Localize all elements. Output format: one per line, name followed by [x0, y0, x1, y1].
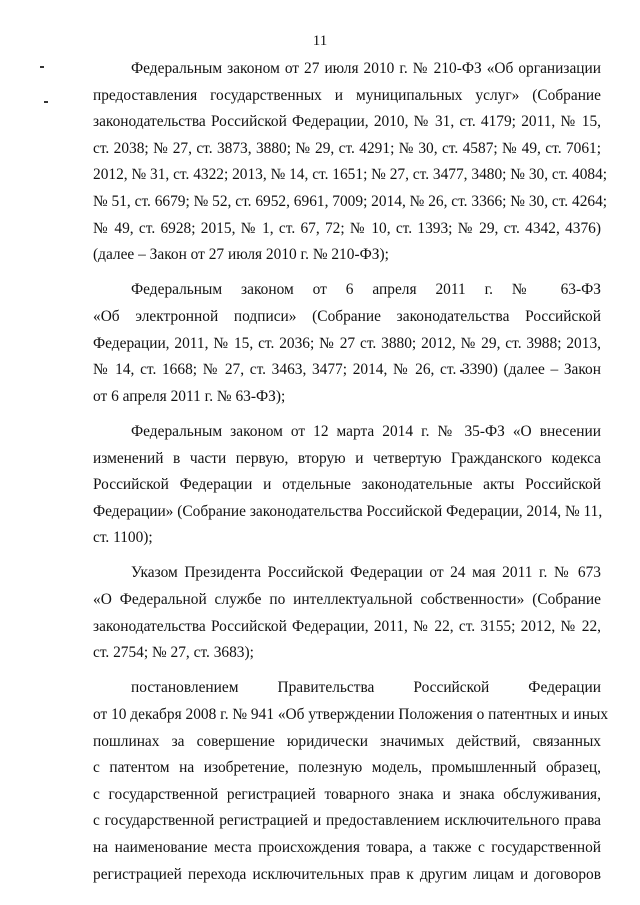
- text-line: законодательства Российской Федерации, 2010, № 31, ст. 4179; 2011, № 15,: [93, 113, 601, 131]
- document-body: [93, 56, 609, 897]
- paragraph-law-35fz: [93, 419, 601, 552]
- text-line: постановлением Правительства Российской Федерации: [131, 679, 601, 697]
- text-line: от 10 декабря 2008 г. № 941 «Об утверждении Положения о патентных и иных: [93, 706, 609, 724]
- text-line: с государственной регистрацией и предоставлением исключительного права: [93, 812, 601, 830]
- scan-speck: [40, 66, 44, 68]
- text-line: № 14, ст. 1668; № 27, ст. 3463, 3477; 2014, № 26, ст. 3390) (далее – Закон: [93, 361, 601, 379]
- text-line: пошлинах за совершение юридически значимых действий, связанных: [93, 732, 601, 750]
- text-line: на наименование места происхождения товара, а также с государственной: [93, 839, 601, 856]
- text-line: Российской Федерации и отдельные законодательные акты Российской: [93, 476, 601, 494]
- text-line: законодательства Российской Федерации, 2011, № 22, ст. 3155; 2012, № 22,: [93, 617, 601, 635]
- text-line: Федерации» (Собрание законодательства Российской Федерации, 2014, № 11,: [93, 502, 603, 520]
- text-line: от 6 апреля 2011 г. № 63-ФЗ);: [93, 387, 286, 405]
- paragraph-resolution-941: [93, 675, 609, 888]
- text-line: 2012, № 31, ст. 4322; 2013, № 14, ст. 1651; № 27, ст. 3477, 3480; № 30, ст. 4084;: [93, 166, 608, 184]
- text-line: «Об электронной подписи» (Собрание законодательства Российской: [93, 307, 601, 325]
- text-line: «О Федеральной службе по интеллектуальной собственности» (Собрание: [93, 591, 601, 609]
- text-line: (далее – Закон от 27 июля 2010 г. № 210-ФЗ);: [93, 246, 389, 264]
- text-line: с государственной регистрацией товарного знака и знака обслуживания,: [93, 785, 601, 803]
- text-line: ст. 2754; № 27, ст. 3683);: [93, 644, 254, 662]
- text-line: № 49, ст. 6928; 2015, № 1, ст. 67, 72; № 10, ст. 1393; № 29, ст. 4342, 4376): [93, 219, 601, 237]
- text-line: Федеральным законом от 12 марта 2014 г. № 35-ФЗ «О внесении: [131, 422, 601, 440]
- text-line: Федеральным законом от 27 июля 2010 г. № 210-ФЗ «Об организации: [131, 60, 601, 77]
- text-line: ст. 1100);: [93, 529, 153, 547]
- text-line: Федеральным законом от 6 апреля 2011 г. № 63-ФЗ: [131, 281, 601, 299]
- text-line: ст. 2038; № 27, ст. 3873, 3880; № 29, ст. 4291; № 30, ст. 4587; № 49, ст. 7061;: [93, 139, 601, 157]
- text-line: Указом Президента Российской Федерации от 24 мая 2011 г. № 673: [131, 564, 601, 582]
- page-number: 11: [312, 33, 328, 49]
- paragraph-decree-673: [93, 560, 601, 666]
- text-line: № 51, ст. 6679; № 52, ст. 6952, 6961, 7009; 2014, № 26, ст. 3366; № 30, ст. 4264;: [93, 192, 608, 210]
- text-line: с патентом на изобретение, полезную модель, промышленный образец,: [93, 759, 601, 777]
- paragraph-law-63fz: [93, 277, 601, 410]
- scan-speck: [44, 101, 48, 103]
- text-line: изменений в части первую, вторую и четвертую Гражданского кодекса: [93, 449, 601, 467]
- text-line: регистрацией перехода исключительных прав к другим лицам и договоров: [93, 865, 601, 883]
- text-line: предоставления государственных и муниципальных услуг» (Собрание: [93, 86, 601, 104]
- paragraph-law-210fz: [93, 56, 608, 269]
- text-line: Федерации, 2011, № 15, ст. 2036; № 27 ст. 3880; 2012, № 29, ст. 3988; 2013,: [93, 334, 601, 352]
